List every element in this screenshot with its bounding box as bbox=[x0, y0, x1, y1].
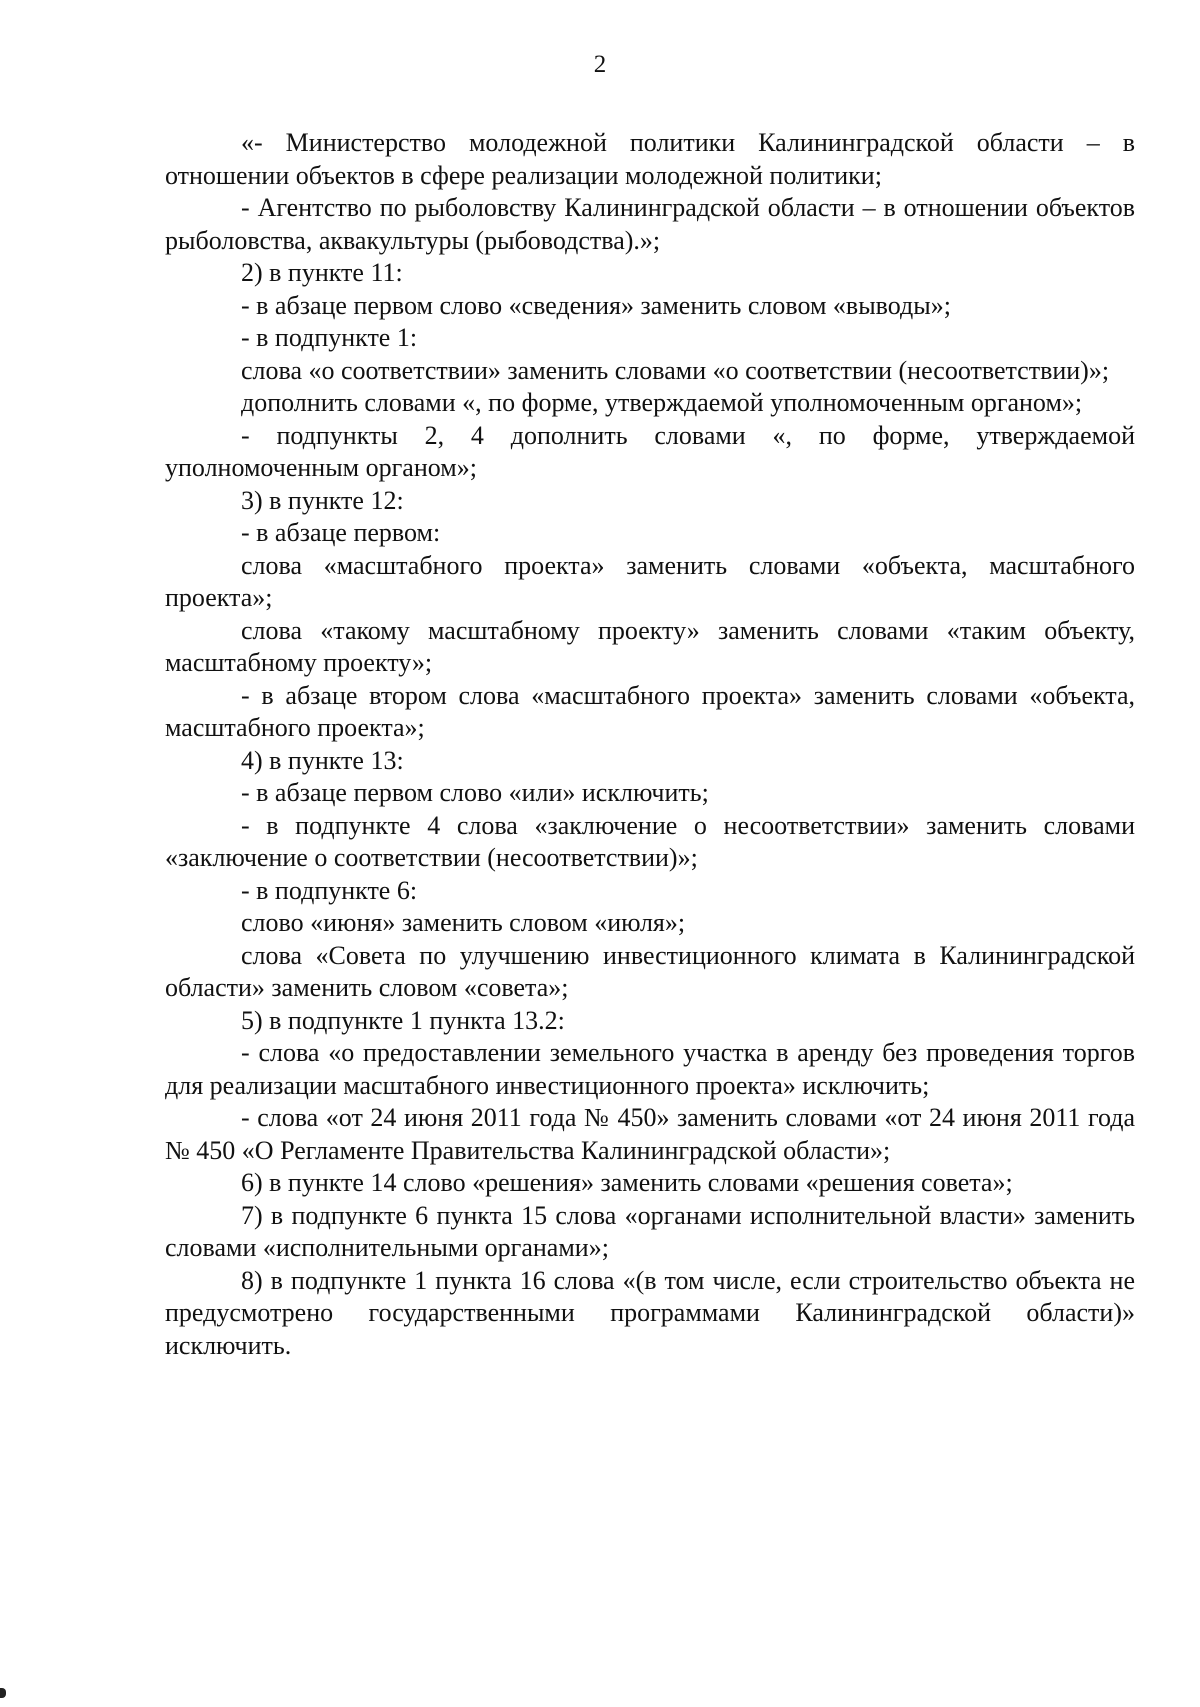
paragraph-19: слова «Совета по улучшению инвестиционного климата в Калининградской области» заменить словом «совета»; bbox=[165, 940, 1135, 1002]
paragraph-17: - в подпункте 6: bbox=[241, 875, 418, 905]
paragraph-24: 7) в подпункте 6 пункта 15 слова «органами исполнительной власти» заменить словами «исполнительными органами»; bbox=[165, 1200, 1135, 1262]
paragraph-7: дополнить словами «, по форме, утверждаемой уполномоченным органом»; bbox=[241, 388, 1083, 417]
paragraph-6: слова «о соответствии» заменить словами «о соответствии (несоответствии)»; bbox=[241, 355, 1110, 385]
paragraph-4: - в абзаце первом слово «сведения» заменить словом «выводы»; bbox=[241, 290, 951, 320]
paragraph-15: - в абзаце первом слово «или» исключить; bbox=[241, 778, 709, 807]
document-body bbox=[165, 127, 1135, 1362]
paragraph-11: слова «масштабного проекта» заменить словами «объекта, масштабного проекта»; bbox=[165, 550, 1135, 612]
paragraph-25: 8) в подпункте 1 пункта 16 слова «(в том числе, если строительство объекта не предусмотрено государственными программами Калининградской области)» исключить. bbox=[165, 1265, 1135, 1360]
paragraph-23: 6) в пункте 14 слово «решения» заменить словами «решения совета»; bbox=[241, 1168, 1013, 1197]
paragraph-14: 4) в пункте 13: bbox=[241, 745, 404, 775]
page-number: 2 bbox=[593, 51, 607, 78]
paragraph-2: - Агентство по рыболовству Калининградской области – в отношении объектов рыболовства, аквакультуры (рыбоводства).»; bbox=[165, 193, 1135, 255]
paragraph-5: - в подпункте 1: bbox=[241, 323, 418, 352]
paragraph-22: - слова «от 24 июня 2011 года № 450» заменить словами «от 24 июня 2011 года № 450 «О Регламенте Правительства Калининградской области»; bbox=[165, 1103, 1135, 1165]
paragraph-12: слова «такому масштабному проекту» заменить словами «таким объекту, масштабному проекту»; bbox=[165, 615, 1135, 677]
paragraph-18: слово «июня» заменить словом «июля»; bbox=[241, 908, 686, 937]
paragraph-3: 2) в пункте 11: bbox=[241, 258, 403, 287]
paragraph-9: 3) в пункте 12: bbox=[241, 485, 404, 515]
paragraph-13: - в абзаце втором слова «масштабного проекта» заменить словами «объекта, масштабного проекта»; bbox=[165, 680, 1135, 742]
paragraph-1: «- Министерство молодежной политики Калининградской области – в отношении объектов в сфере реализации молодежной политики; bbox=[165, 128, 1135, 190]
paragraph-10: - в абзаце первом: bbox=[241, 518, 441, 547]
paragraph-16: - в подпункте 4 слова «заключение о несоответствии» заменить словами «заключение о соответствии (несоответствии)»; bbox=[165, 810, 1135, 872]
paragraph-8: - подпункты 2, 4 дополнить словами «, по форме, утверждаемой уполномоченным органом»; bbox=[165, 420, 1135, 482]
scan-edge-mark bbox=[0, 1688, 6, 1698]
paragraph-21: - слова «о предоставлении земельного участка в аренду без проведения торгов для реализации масштабного инвестиционного проекта» исключить; bbox=[165, 1038, 1135, 1100]
paragraph-20: 5) в подпункте 1 пункта 13.2: bbox=[241, 1005, 565, 1035]
